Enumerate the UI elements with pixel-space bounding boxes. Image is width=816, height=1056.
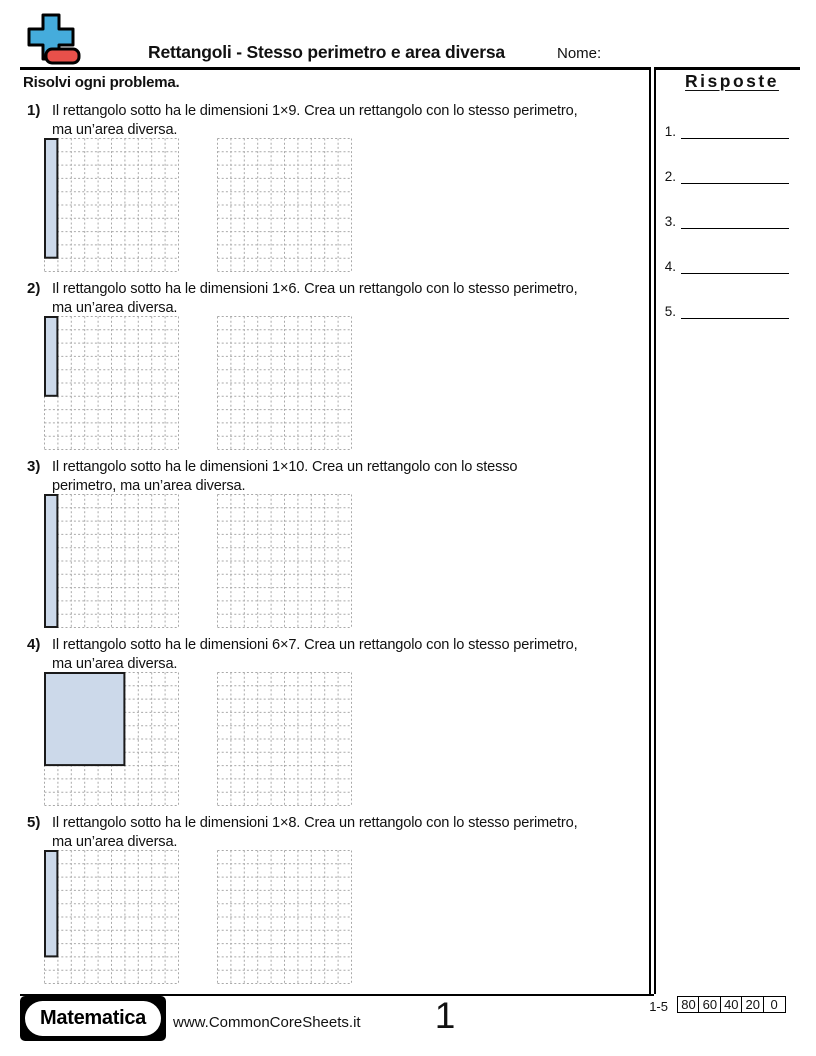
answer-number: 1. — [664, 124, 676, 139]
answer-blank-line[interactable] — [681, 183, 789, 184]
brand-badge — [20, 996, 166, 1041]
page-title: Rettangoli - Stesso perimetro e area diversa — [148, 42, 505, 62]
score-cell: 20 — [741, 996, 764, 1013]
answer-blank-line[interactable] — [681, 273, 789, 274]
problem-number: 5) — [27, 814, 41, 831]
problem-number: 1) — [27, 102, 41, 119]
problem-text — [52, 102, 578, 140]
given-rectangle — [45, 851, 57, 956]
answer-number: 2. — [664, 169, 676, 184]
grid-given-4 — [44, 672, 180, 807]
problem-text — [52, 280, 578, 318]
grid-answer-3[interactable] — [217, 494, 353, 629]
problem-text-line1: Il rettangolo sotto ha le dimensioni 1×6. Crea un rettangolo con lo stesso perimetro, — [52, 281, 578, 297]
answers-column-divider — [649, 67, 656, 994]
score-table — [677, 996, 786, 1013]
answer-number: 4. — [664, 259, 676, 274]
problem-text-line1: Il rettangolo sotto ha le dimensioni 1×9. Crea un rettangolo con lo stesso perimetro, — [52, 103, 578, 119]
instruction-text: Risolvi ogni problema. — [23, 74, 180, 91]
problem-text-line2: perimetro, ma un’area diversa. — [52, 478, 246, 494]
problem-block-2 — [0, 280, 650, 458]
grid-given-3 — [44, 494, 180, 629]
grid-answer-1[interactable] — [217, 138, 353, 273]
answer-blank-line[interactable] — [681, 228, 789, 229]
answer-blank-line[interactable] — [681, 318, 789, 319]
problem-text-line1: Il rettangolo sotto ha le dimensioni 6×7. Crea un rettangolo con lo stesso perimetro, — [52, 637, 578, 653]
problem-block-1 — [0, 102, 650, 280]
answer-number: 3. — [664, 214, 676, 229]
given-rectangle — [45, 673, 124, 765]
score-cell: 60 — [698, 996, 721, 1013]
header-divider — [20, 67, 800, 70]
brand-name: Matematica — [25, 1001, 161, 1036]
problem-text-line1: Il rettangolo sotto ha le dimensioni 1×10. Crea un rettangolo con lo stesso — [52, 459, 518, 475]
page-number: 1 — [434, 995, 456, 1036]
grid-given-1 — [44, 138, 180, 273]
problem-text-line2: ma un’area diversa. — [52, 122, 178, 138]
problem-number: 3) — [27, 458, 41, 475]
problem-block-4 — [0, 636, 650, 814]
minus-icon — [46, 49, 79, 63]
problem-block-5 — [0, 814, 650, 992]
grid-given-2 — [44, 316, 180, 451]
grid-answer-5[interactable] — [217, 850, 353, 985]
given-rectangle — [45, 139, 57, 258]
problem-text — [52, 814, 578, 852]
score-cell: 0 — [763, 996, 786, 1013]
problem-text-line2: ma un’area diversa. — [52, 300, 178, 316]
website-text: www.CommonCoreSheets.it — [173, 1014, 361, 1031]
answers-title: Risposte — [685, 71, 779, 91]
grid-answer-2[interactable] — [217, 316, 353, 451]
given-rectangle — [45, 317, 57, 396]
problem-text — [52, 458, 517, 496]
plus-minus-logo — [20, 11, 82, 67]
answer-blank-line[interactable] — [681, 138, 789, 139]
problem-number: 2) — [27, 280, 41, 297]
score-cell: 80 — [677, 996, 700, 1013]
problem-text — [52, 636, 578, 674]
problem-block-3 — [0, 458, 650, 636]
answer-number: 5. — [664, 304, 676, 319]
name-label: Nome: — [557, 45, 602, 62]
grid-given-5 — [44, 850, 180, 985]
problem-text-line1: Il rettangolo sotto ha le dimensioni 1×8. Crea un rettangolo con lo stesso perimetro, — [52, 815, 578, 831]
grid-answer-4[interactable] — [217, 672, 353, 807]
problem-text-line2: ma un’area diversa. — [52, 656, 178, 672]
given-rectangle — [45, 495, 57, 627]
score-range-label: 1-5 — [649, 999, 668, 1014]
score-cell: 40 — [720, 996, 743, 1013]
problem-number: 4) — [27, 636, 41, 653]
problem-text-line2: ma un’area diversa. — [52, 834, 178, 850]
